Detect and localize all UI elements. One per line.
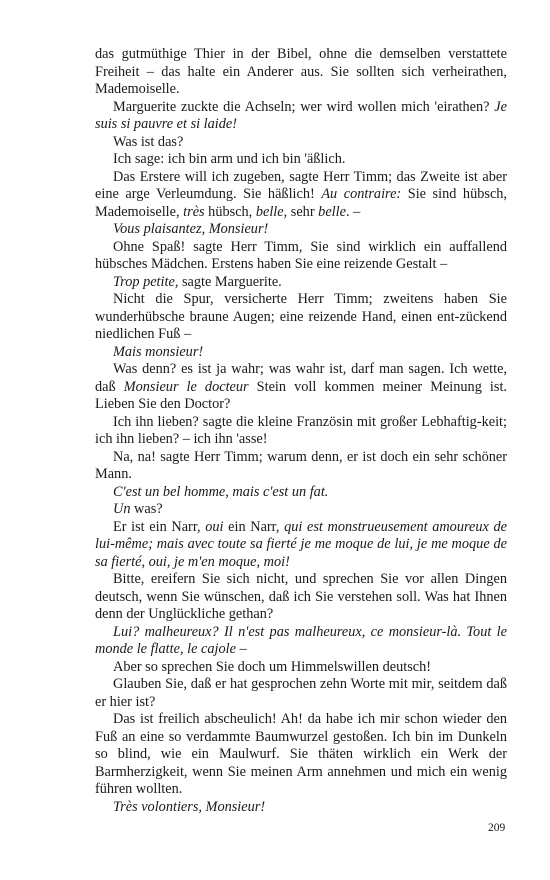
text-segment: das gutmüthige Thier in der Bibel, ohne die demselben verstattete Freiheit – das halte ein Anderer aus. Sie sollten sich verheirathen, Mademoiselle. bbox=[95, 46, 507, 97]
text-segment: Was ist das? bbox=[113, 133, 184, 150]
paragraph bbox=[95, 676, 507, 711]
italic-text: très bbox=[183, 203, 205, 220]
paragraph bbox=[95, 659, 507, 677]
paragraph bbox=[95, 134, 507, 152]
text-segment: Ich ihn lieben? sagte die kleine Französin mit großer Lebhaftig-keit; ich ihn lieben? – ich ihn 'asse! bbox=[95, 413, 507, 447]
text-segment: Bitte, ereifern Sie sich nicht, und sprechen Sie vor allen Dingen deutsch, wenn Sie wünschen, daß ich Sie verstehen soll. Was hat Ihnen denn der Unglückliche gethan? bbox=[95, 571, 507, 622]
text-segment: . – bbox=[345, 203, 361, 220]
text-segment: sehr bbox=[287, 203, 319, 220]
italic-text: Lui? malheureux? Il n'est pas malheureux, ce monsieur-là. Tout le monde le flatte, le cajole – bbox=[95, 623, 507, 657]
text-segment: Das ist freilich abscheulich! Ah! da habe ich mir schon wieder den Fuß an eine so verdammte Baumwurzel gestoßen. Ich bin im Dunkeln so blind, wie ein Maulwurf. Sie thäten wirklich ein Werk der Barmherzigkeit, wenn Sie meinen Arm annehmen und mich ein wenig führen wollten. bbox=[95, 711, 507, 797]
page-text bbox=[95, 46, 507, 816]
paragraph bbox=[95, 221, 507, 239]
paragraph bbox=[95, 344, 507, 362]
text-segment: Was denn? es ist ja wahr; was wahr ist, darf man sagen. Ich wette, daß bbox=[95, 361, 507, 395]
text-segment: Ohne Spaß! sagte Herr Timm, Sie sind wirklich ein auffallend hübsches Mädchen. Erstens haben Sie eine reizende Gestalt – bbox=[95, 238, 507, 272]
paragraph bbox=[95, 501, 507, 519]
text-segment: ein Narr, bbox=[223, 518, 285, 535]
text-segment: was? bbox=[130, 501, 163, 517]
text-segment: Das Erstere will ich zugeben, sagte Herr Timm; das Zweite ist aber eine arge Verleumdung. Sie häßlich! bbox=[95, 168, 507, 202]
italic-text: Très volontiers, Monsieur! bbox=[113, 798, 266, 815]
text-segment: Na, na! sagte Herr Timm; warum denn, er ist doch ein sehr schöner Mann. bbox=[95, 448, 507, 482]
text-segment: Ich sage: ich bin arm und ich bin 'äßlich. bbox=[113, 151, 346, 167]
text-segment: Stein voll kommen meiner Meinung ist. Lieben Sie den Doctor? bbox=[95, 378, 507, 412]
page-number: 209 bbox=[488, 822, 506, 834]
italic-text: C'est un bel homme, mais c'est un fat. bbox=[113, 483, 329, 500]
paragraph bbox=[95, 274, 507, 292]
text-segment: sagte Marguerite. bbox=[178, 273, 282, 290]
italic-text: Monsieur le docteur bbox=[123, 378, 249, 395]
italic-text: Au contraire: bbox=[321, 186, 402, 202]
italic-text: belle, bbox=[255, 203, 288, 220]
italic-text: qui est monstrueusement amoureux de lui-même; mais avec toute sa fierté je me moque de lui, je me moque de sa fierté, oui, je m'en moque, moi! bbox=[95, 518, 507, 570]
italic-text: Mais monsieur! bbox=[113, 343, 204, 360]
text-segment: Sie sind hübsch, Mademoiselle, bbox=[95, 186, 508, 220]
text-segment: Marguerite zuckte die Achseln; wer wird wollen mich 'eirathen? bbox=[113, 98, 495, 115]
italic-text: Un bbox=[113, 501, 131, 517]
paragraph bbox=[95, 361, 507, 414]
italic-text: belle bbox=[318, 203, 346, 220]
text-segment: Glauben Sie, daß er hat gesprochen zehn Worte mit mir, seitdem daß er hier ist? bbox=[95, 676, 507, 710]
paragraph bbox=[95, 414, 507, 449]
paragraph bbox=[95, 799, 507, 817]
text-segment: Aber so sprechen Sie doch um Himmelswillen deutsch! bbox=[113, 658, 432, 675]
paragraph bbox=[95, 46, 507, 99]
italic-text: Vous plaisantez, Monsieur! bbox=[113, 221, 269, 237]
paragraph bbox=[95, 519, 507, 572]
paragraph bbox=[95, 151, 507, 169]
italic-text: Je suis si pauvre et si laide! bbox=[95, 98, 507, 132]
text-segment: Nicht die Spur, versicherte Herr Timm; zweitens haben Sie wunderhübsche braune Augen; eine reizende Hand, einen ent-zückend niedlichen Fuß – bbox=[95, 291, 507, 342]
text-segment: Er ist ein Narr, bbox=[113, 518, 206, 535]
paragraph bbox=[95, 169, 507, 222]
paragraph bbox=[95, 449, 507, 484]
paragraph bbox=[95, 484, 507, 502]
text-segment: hübsch, bbox=[204, 203, 256, 220]
italic-text: Trop petite, bbox=[113, 273, 179, 290]
paragraph bbox=[95, 239, 507, 274]
paragraph bbox=[95, 711, 507, 799]
paragraph bbox=[95, 571, 507, 624]
paragraph bbox=[95, 624, 507, 659]
paragraph bbox=[95, 99, 507, 134]
paragraph bbox=[95, 291, 507, 344]
italic-text: oui bbox=[205, 518, 224, 535]
